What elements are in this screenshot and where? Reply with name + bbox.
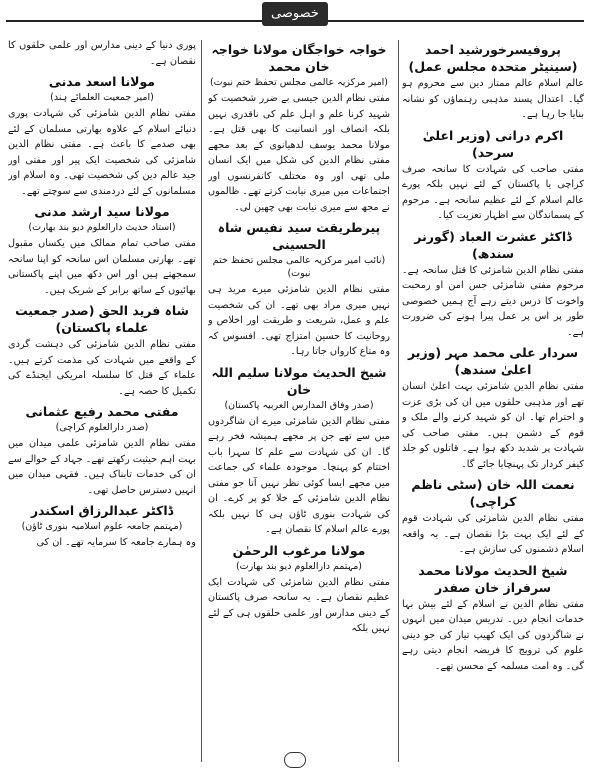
statement-block xyxy=(8,302,196,399)
page-number-marker xyxy=(284,752,306,768)
statement-author: ڈاکٹر عشرت العباد (گورنر سندھ) xyxy=(414,228,572,261)
statement-text: مفتی نظام الدین شامزئی میرے ان شاگردوں میں سے تھے جن پر مجھے ہمیشہ فخر رہے گا۔ ان کی شہادت سے علم کا سہرا باب اختتام کو پہنچا۔ موجودہ علماء کی جماعت میں مجھے ایسا کوئی نظر نہیں آتا جو مفتی نظام الدین شامزئی کے خلا کو پر کرے۔ ان کی شہادت بنوری ٹاؤن ہی کا نہیں بلکہ پورے عالم اسلام کا نقصان ہے۔ xyxy=(208,415,390,535)
statement-block xyxy=(8,502,196,551)
statement-author: شاہ فرید الحق (صدر جمعیت علماء پاکستان) xyxy=(15,303,189,335)
statement-block xyxy=(8,73,196,199)
statement-author: مفتی محمد رفیع عثمانی xyxy=(25,404,179,419)
statement-author: مولانا مرغوب الرحمٰن xyxy=(232,542,366,558)
statement-author: شیخ الحدیث مولانا سلیم اللہ خان xyxy=(211,364,387,397)
statement-text: مفتی نظام الدین جیسی بے ضرر شخصیت کو شہید کرنا علم و اہل علم کی ناقدری نہیں بلکہ انصاف اور انسانیت کا بھی قتل ہے۔ مولانا محمد یوسف لدھیانوی کے بعد مجھے مفتی نظام الدین کی شکل میں ایک انسان ملی تھی اور وہ مختلف کانفرنسوں اور اجتماعات میں میری نیابت کرتے تھے۔ ظالموں نے مجھ سے میری نیابت بھی چھین لی۔ xyxy=(208,93,390,213)
statement-author: پروفیسرخورشید احمد (سینیٹر متحدہ مجلس عمل) xyxy=(408,42,578,74)
statement-block xyxy=(8,403,196,498)
statement-text: مفتی نظام الدین شامزئی کی شہادت پوری دنیائے اسلام کے علاوہ بھارتی مسلمان کے لئے بھی صدمے کا باعث ہے۔ مفتی نظام الدین شامزئی کی شخصیت ایک پیر اور مفتی اور جید عالم دین کی شخصیت تھی۔ وہ اسلام اور مسلمانوں کے لئے دردمندی سے سوچتے تھے۔ xyxy=(8,108,196,197)
statement-author: مولانا سید ارشد مدنی xyxy=(34,204,170,219)
column-divider-left xyxy=(201,40,202,762)
statement-author: نعمت اللہ خان (سٹی ناظم کراچی) xyxy=(411,477,575,509)
statement-text: مفتی نظام الدین شامزئی کا قتل سانحہ ہے۔ مرحوم مفتی شامزئی جس امن او رمحبت واخوت کا درس دیتے رہے آج ہمیں خصوصی طور پر اس پر عمل پیرا ہونے کی ضرورت ہے۔ xyxy=(402,264,584,338)
statement-author: اکرم درانی (وزیر اعلیٰ سرحد) xyxy=(422,127,564,160)
column-left xyxy=(8,38,196,764)
statement-author-role: (مہتمم جامعہ علوم اسلامیہ بنوری ٹاؤن) xyxy=(21,521,183,532)
statement-author-role: (صدر دارالعلوم کراچی) xyxy=(55,422,149,433)
column-middle xyxy=(208,38,390,764)
statement-text: مفتی نظام الدین شامزئی میرے مرید ہی نہیں میری مراد بھی تھے۔ ان کی شخصیت علم و عمل، شریعت و طریقت اور اخلاص و روحانیت کا حسین امتزاج تھی۔ افسوس کہ وہ متاع کارواں جاتا رہا۔ xyxy=(208,284,390,357)
statement-author-role: (امیر جمعیت العلمائے ہند) xyxy=(50,92,154,103)
statement-text: عالم اسلام عالم ممتاز دین سے محروم ہو گیا۔ اعتدال پسند مذہبی رہنماؤں کو نشانہ بنایا جا رہا ہے۔ xyxy=(402,78,584,120)
statement-text: مفتی نظام الدین نے اسلام کے لئے بیش بہا خدمات انجام دیں۔ تدریس میدان میں انہوں نے شاگردوں کی ایک کھیپ تیار کی جو دینی علوم کی ترویج کا فریضہ انجام دیتی رہے گی۔ وہ امت مسلمہ کے محسن تھے۔ xyxy=(402,598,584,672)
page-header xyxy=(0,0,590,32)
statement-block xyxy=(8,38,196,69)
column-right xyxy=(402,38,584,764)
statement-author-role: (امیر مرکزیہ عالمی مجلس تحفظ ختم نبوت) xyxy=(209,77,389,88)
section-tab: خصوصی xyxy=(262,2,328,26)
statement-text: وہ ہمارے جامعہ کا سرمایہ تھے۔ ان کی xyxy=(36,537,196,548)
statement-text: مفتی نظام الدین شامزئی کی شہادت ایک عظیم نقصان ہے۔ یہ سانحہ صرف پاکستان کے دینی مدارس اور علمی حلقوں ہی کے لئے نہیں بلکہ xyxy=(208,576,390,634)
statement-author-role: (صدر وفاق المدارس العربیہ پاکستان) xyxy=(224,399,374,411)
column-divider-right xyxy=(398,40,399,762)
statement-block xyxy=(402,228,584,341)
statement-block xyxy=(402,344,584,472)
statement-block xyxy=(208,219,390,360)
statement-author: مولانا اسعد مدنی xyxy=(48,74,156,89)
statement-text: مفتی نظام الدین شامزئی کی شہادت قوم کے لئے ایک بہت بڑا نقصان ہے۔ یہ واقعہ اسلام دشمنوں کی سازش ہے۔ xyxy=(402,513,584,555)
statement-author: شیخ الحدیث مولانا محمد سرفراز خان صفدر xyxy=(418,562,568,595)
statement-author-role: (مہتمم دارالعلوم دیو بند بھارت) xyxy=(235,560,363,572)
statement-author: پیرطریقت سید نفیس شاہ الحسینی xyxy=(217,220,381,252)
statement-author: خواجہ خواجگان مولانا خواجہ خان محمد xyxy=(211,42,387,74)
statement-author: سردار علی محمد مہر (وزیر اعلیٰ سندھ) xyxy=(408,345,578,377)
statement-text: مفتی صاحب کی شہادت کا سانحہ صرف کراچی یا پاکستان کے لئے نہیں بلکہ پورے عالم اسلام کے لئے عظیم سانحہ ہے۔ مرحوم کے پسماندگان سے اظہار تعزیت کیا۔ xyxy=(402,163,584,221)
statement-text: مفتی نظام الدین شامزئی کی دہشت گردی کے واقعے میں شہادت کی مذمت کرتے ہیں۔ علماء کے قتل کا سلسلہ امریکی ایجنڈے کی تکمیل کا حصہ ہے۔ xyxy=(8,339,196,397)
statement-author: ڈاکٹر عبدالرزاق اسکندر xyxy=(30,503,174,518)
statement-author-role: (استاد حدیث دارالعلوم دیو بند بھارت) xyxy=(28,222,176,233)
statement-text: پوری دنیا کے دینی مدارس اور علمی حلقوں کا نقصان ہے۔ xyxy=(8,40,196,67)
statement-text: مفتی صاحب تمام ممالک میں یکساں مقبول تھے۔ بھارتی مسلمان اس سانحہ کو اپنا سانحہ سمجھتے ہیں اور اس دکھ میں اپنے پاکستانی بھائیوں کے ساتھ برابر کے شریک ہیں۔ xyxy=(8,238,196,296)
statement-block xyxy=(402,41,584,123)
statement-block xyxy=(402,562,584,675)
statement-block xyxy=(208,41,390,215)
statement-block xyxy=(402,127,584,224)
statement-text: مفتی نظام الدین شامزئی بہت اعلیٰ انسان تھے اور مذہبی حلقوں میں ان کی بڑی عزت و احترام تھا۔ ان کو شہید کرنے والے ملک و قوم کے دشمن ہیں۔ مفتی صاحب کی شہادت پر شدید دکھ ہوا ہے۔ قاتلوں کو جلد کیفر کردار تک پہنچایا جائے گا۔ xyxy=(402,381,584,470)
statement-block xyxy=(208,542,390,637)
statement-author-role: (نائب امیر مرکزیہ عالمی مجلس تحفظ ختم نبوت) xyxy=(212,255,386,279)
statement-block xyxy=(402,476,584,558)
statement-block xyxy=(8,203,196,298)
statement-block xyxy=(208,364,390,538)
statement-text: مفتی نظام الدین شامزئی علمی میدان میں بہت اہم حیثیت رکھتے تھے۔ جہاد کے حوالے سے ان کی خدمات تابناک ہیں۔ فقہی میدان میں انہیں دسترس حاصل تھی۔ xyxy=(8,438,196,496)
